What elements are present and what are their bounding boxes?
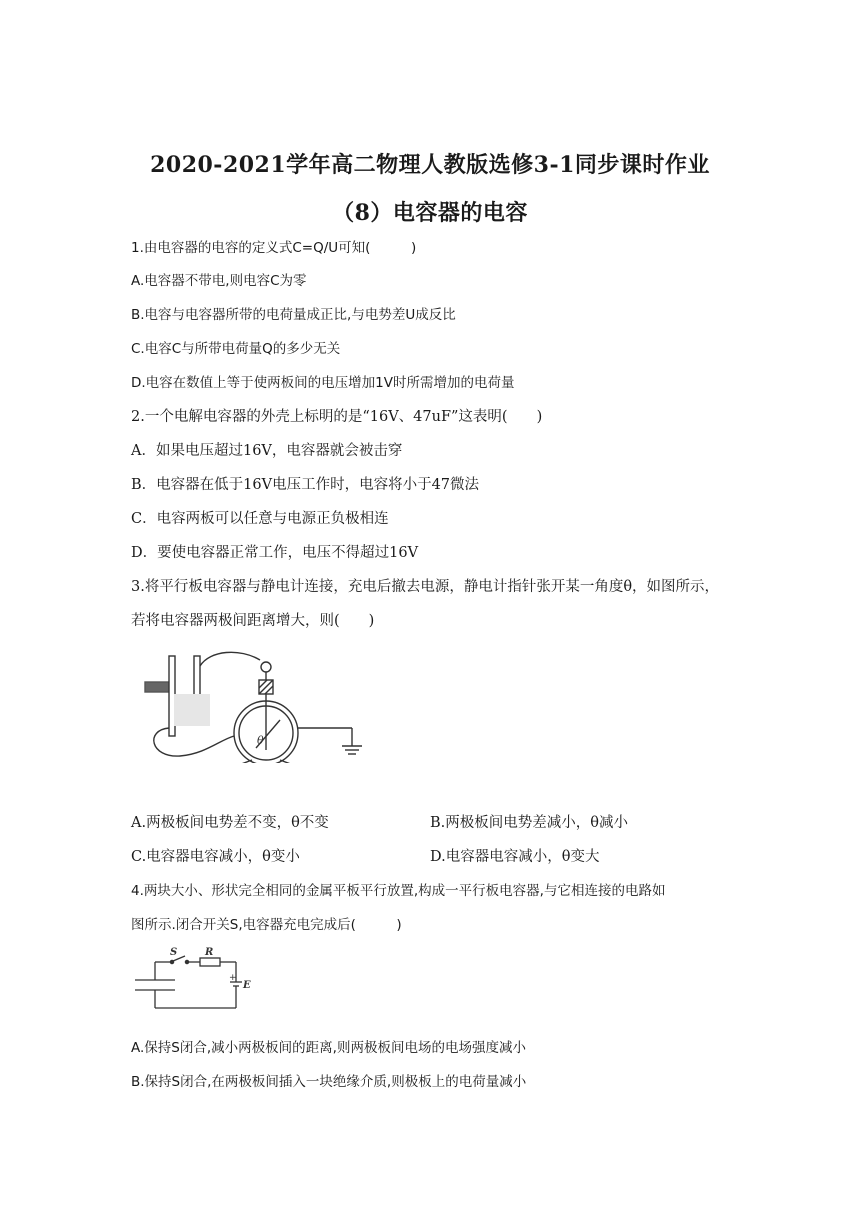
- q1-stem: 1.由电容器的电容的定义式C=Q/U可知( ): [131, 240, 417, 256]
- q3-option-b: B.两极板间电势差减小，θ减小: [430, 815, 628, 831]
- q2-option-c: C．电容两板可以任意与电源正负极相连: [131, 511, 389, 527]
- electrometer-figure: [140, 648, 370, 763]
- page-subtitle: （8）电容器的电容: [332, 200, 528, 226]
- q2-option-a: A．如果电压超过16V，电容器就会被击穿: [131, 443, 403, 459]
- theta-label: θ: [257, 734, 264, 747]
- q1-option-a: A.电容器不带电,则电容C为零: [131, 273, 307, 289]
- q4-option-b: B.保持S闭合,在两极板间插入一块绝缘介质,则极板上的电荷量减小: [131, 1074, 527, 1090]
- q3-option-d: D.电容器电容减小，θ变大: [430, 849, 600, 865]
- q3-stem-line2: 若将电容器两极间距离增大，则( ): [131, 613, 375, 629]
- q4-stem-line1: 4.两块大小、形状完全相同的金属平板平行放置,构成一平行板电容器,与它相连接的电路如: [131, 883, 666, 899]
- q3-option-a: A.两极板间电势差不变，θ不变: [131, 815, 329, 831]
- circuit-figure: [130, 944, 255, 1016]
- switch-label: S: [170, 947, 178, 958]
- q1-option-c: C.电容C与所带电荷量Q的多少无关: [131, 341, 341, 357]
- battery-label: E: [243, 980, 251, 991]
- q1-option-b: B.电容与电容器所带的电荷量成正比,与电势差U成反比: [131, 307, 456, 323]
- q3-stem-line1: 3.将平行板电容器与静电计连接，充电后撤去电源，静电计指针张开某一角度θ，如图所示，: [131, 579, 720, 595]
- page-title: 2020-2021学年高二物理人教版选修3-1同步课时作业: [150, 152, 710, 178]
- q2-option-d: D．要使电容器正常工作，电压不得超过16V: [131, 545, 419, 561]
- q2-stem: 2.一个电解电容器的外壳上标明的是“16V、47uF”这表明( ): [131, 409, 543, 425]
- q1-option-d: D.电容在数值上等于使两板间的电压增加1V时所需增加的电荷量: [131, 375, 515, 391]
- q4-stem-line2: 图所示.闭合开关S,电容器充电完成后( ): [131, 917, 402, 933]
- battery-plus-label: +: [229, 973, 237, 983]
- q3-option-c: C.电容器电容减小，θ变小: [131, 849, 300, 865]
- resistor-label: R: [205, 947, 214, 958]
- q4-option-a: A.保持S闭合,减小两极板间的距离,则两极板间电场的电场强度减小: [131, 1040, 526, 1056]
- q2-option-b: B．电容器在低于16V电压工作时，电容将小于47微法: [131, 477, 480, 493]
